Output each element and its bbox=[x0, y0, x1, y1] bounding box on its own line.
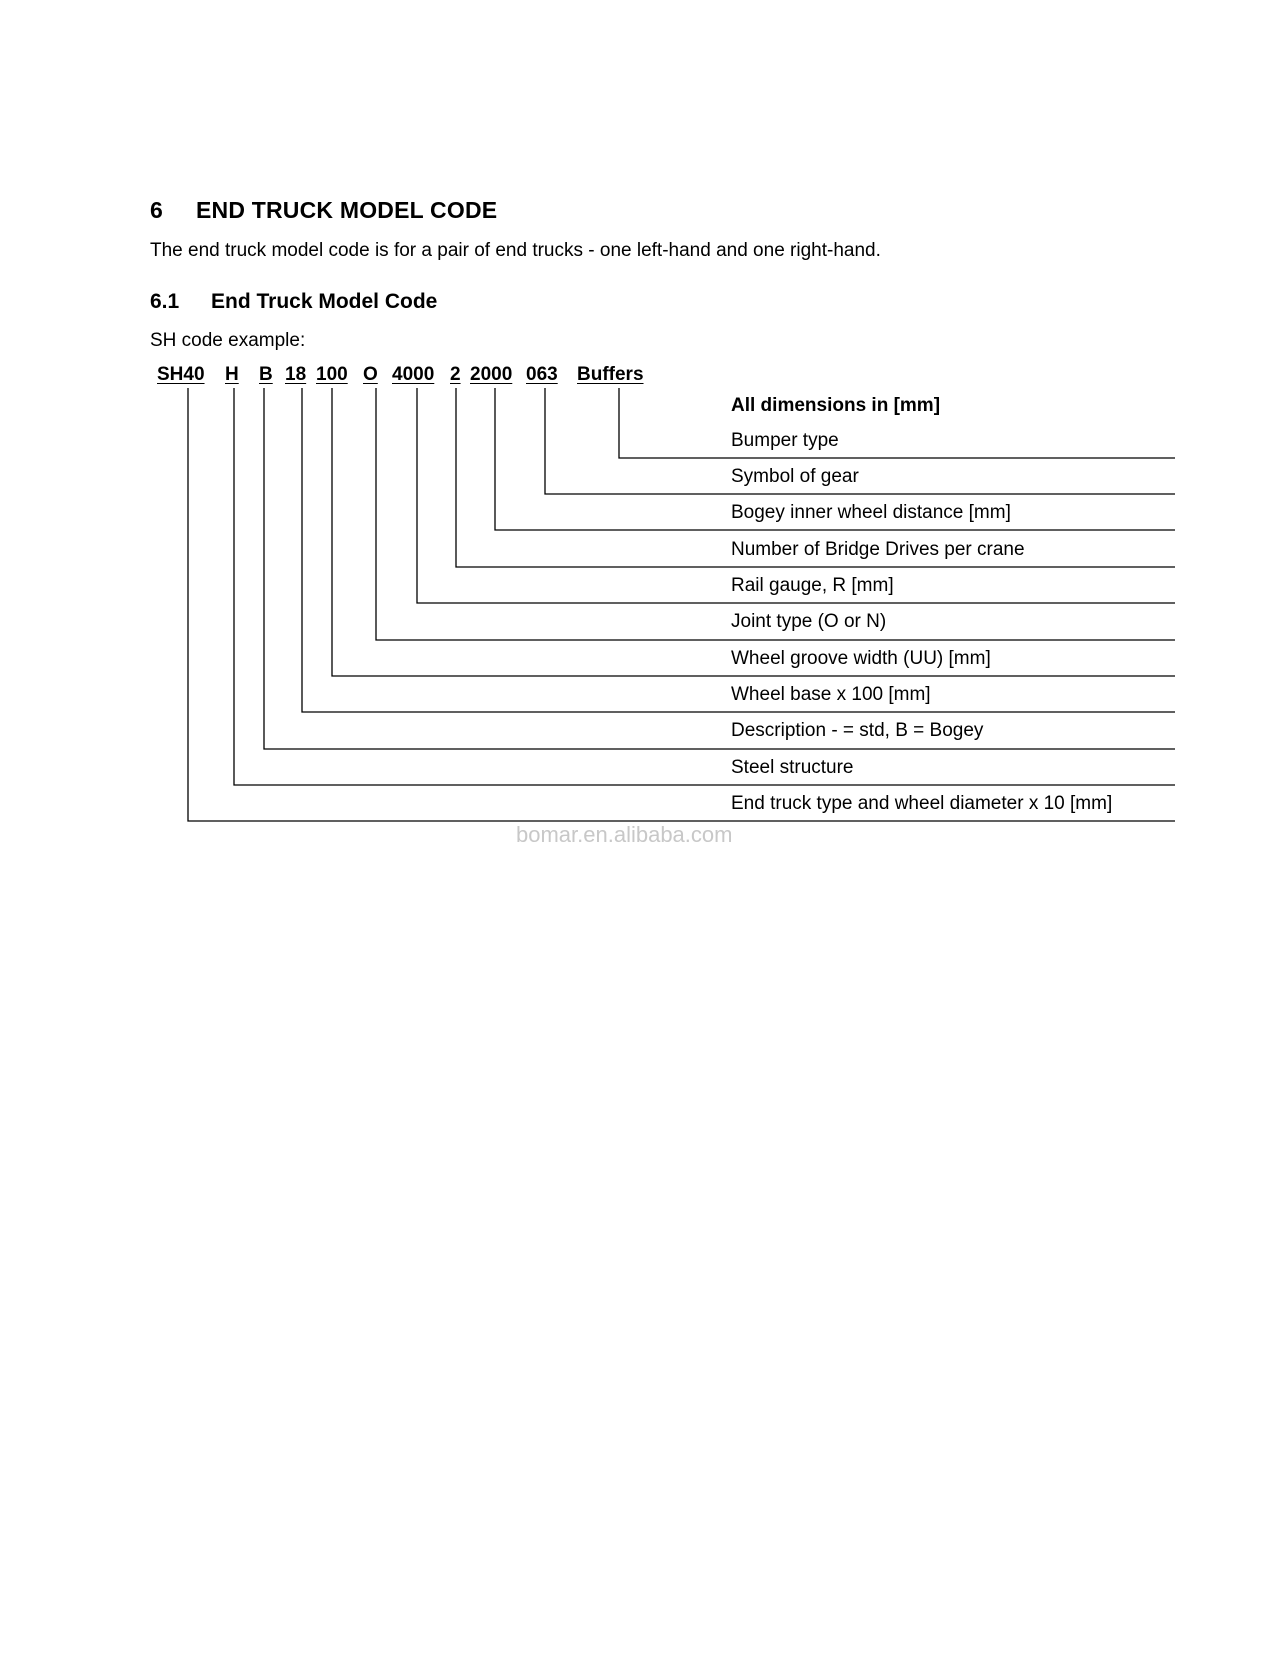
code-part-bumper-type: Buffers bbox=[577, 364, 644, 385]
code-part-bogey-distance: 2000 bbox=[470, 364, 513, 385]
watermark: bomar.en.alibaba.com bbox=[516, 822, 733, 847]
code-part-wheel-groove: 100 bbox=[316, 364, 348, 385]
subsection-number: 6.1 bbox=[150, 290, 180, 313]
connector-description bbox=[264, 388, 1175, 749]
desc-end-truck-type: End truck type and wheel diameter x 10 [mm] bbox=[731, 793, 1113, 814]
desc-bridge-drives: Number of Bridge Drives per crane bbox=[731, 539, 1025, 560]
code-part-rail-gauge: 4000 bbox=[392, 364, 435, 385]
section-intro: The end truck model code is for a pair of end trucks - one left-hand and one right-hand. bbox=[150, 240, 881, 261]
code-part-bridge-drives: 2 bbox=[450, 364, 461, 385]
desc-wheel-base: Wheel base x 100 [mm] bbox=[731, 684, 931, 705]
desc-symbol-of-gear: Symbol of gear bbox=[731, 466, 859, 487]
dimensions-note: All dimensions in [mm] bbox=[731, 395, 941, 416]
desc-joint-type: Joint type (O or N) bbox=[731, 611, 887, 632]
desc-wheel-groove: Wheel groove width (UU) [mm] bbox=[731, 648, 991, 669]
desc-bumper-type: Bumper type bbox=[731, 430, 839, 451]
connector-rail-gauge bbox=[417, 388, 1175, 603]
code-part-joint-type: O bbox=[363, 364, 378, 385]
section-title: END TRUCK MODEL CODE bbox=[196, 197, 498, 223]
code-part-steel-structure: H bbox=[225, 364, 239, 385]
desc-steel-structure: Steel structure bbox=[731, 757, 854, 778]
connector-end-truck-type bbox=[188, 388, 1175, 821]
code-part-end-truck-type: SH40 bbox=[157, 364, 205, 385]
subsection-title: End Truck Model Code bbox=[211, 290, 438, 313]
section-number: 6 bbox=[150, 197, 163, 223]
code-part-gear-symbol: 063 bbox=[526, 364, 558, 385]
desc-description: Description - = std, B = Bogey bbox=[731, 720, 984, 741]
desc-rail-gauge: Rail gauge, R [mm] bbox=[731, 575, 894, 596]
code-part-wheel-base: 18 bbox=[285, 364, 307, 385]
connector-steel-structure bbox=[234, 388, 1175, 785]
desc-bogey-distance: Bogey inner wheel distance [mm] bbox=[731, 502, 1011, 523]
code-part-description: B bbox=[259, 364, 273, 385]
example-label: SH code example: bbox=[150, 330, 306, 351]
